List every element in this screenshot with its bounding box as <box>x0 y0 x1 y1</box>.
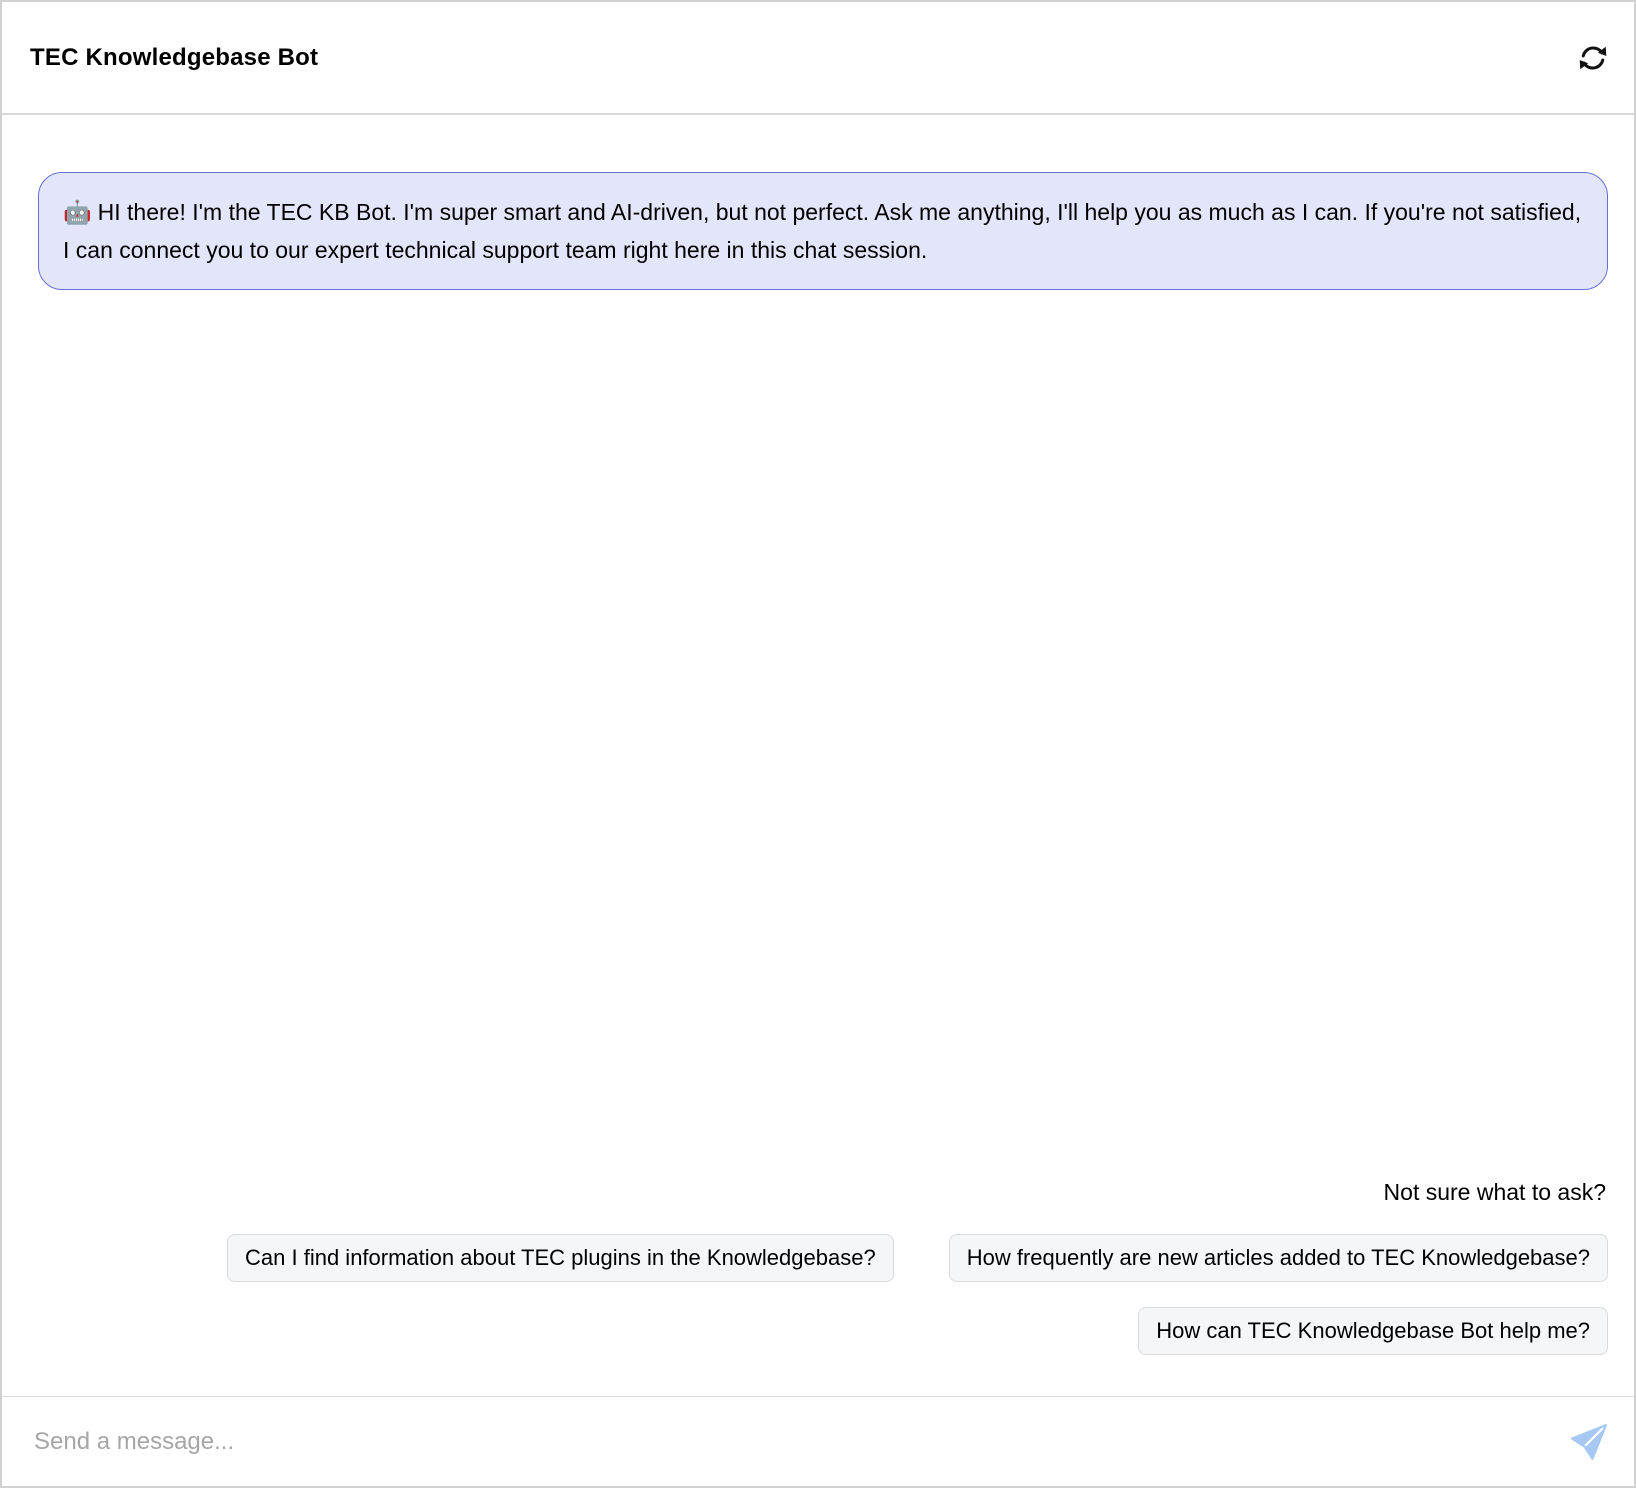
header <box>2 2 1634 115</box>
suggestion-button-tec-plugins[interactable]: Can I find information about TEC plugins in the Knowledgebase? <box>227 1234 894 1282</box>
send-button[interactable] <box>1570 1423 1608 1461</box>
composer-bar <box>2 1396 1634 1486</box>
suggestion-button-how-help[interactable]: How can TEC Knowledgebase Bot help me? <box>1138 1307 1608 1355</box>
refresh-button[interactable] <box>1578 43 1608 73</box>
message-input[interactable] <box>32 1427 1554 1457</box>
robot-emoji: 🤖 <box>63 199 92 225</box>
suggestions-label: Not sure what to ask? <box>1383 1179 1606 1205</box>
suggestions-row-2 <box>38 1307 1608 1355</box>
suggestions-row-1 <box>38 1234 1608 1282</box>
bot-message-text: HI there! I'm the TEC KB Bot. I'm super smart and AI-driven, but not perfect. Ask me anything, I'll help you as much as I can. If you're not satisfied, I can connect you to our expert technical support team right here in this chat session. <box>63 199 1582 263</box>
suggestions-block <box>38 1179 1608 1355</box>
page-title: TEC Knowledgebase Bot <box>30 43 319 71</box>
suggestion-button-new-articles[interactable]: How frequently are new articles added to TEC Knowledgebase? <box>949 1234 1608 1282</box>
chat-area <box>2 115 1634 1396</box>
bot-message-bubble <box>38 172 1608 290</box>
refresh-icon <box>1578 43 1608 73</box>
send-icon <box>1571 1424 1607 1460</box>
